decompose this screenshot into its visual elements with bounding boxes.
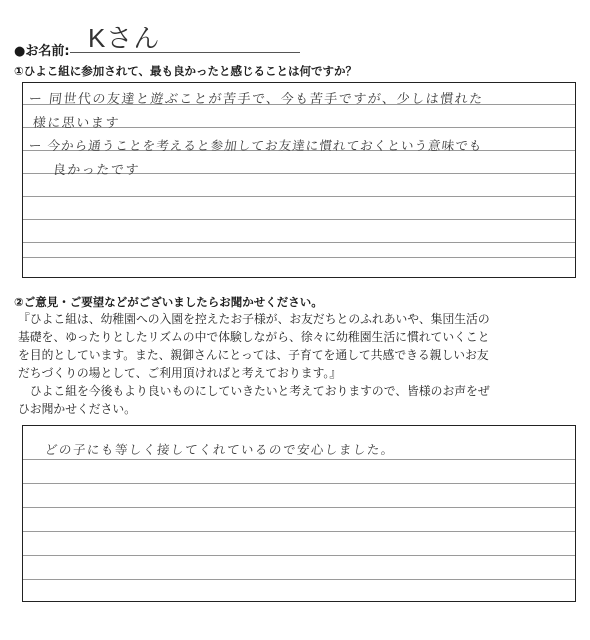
instruction-line: 基礎を、ゆったりとしたリズムの中で体験しながら、徐々に幼稚園生活に慣れていくこと [18,330,490,344]
instruction-line: ひよこ組を今後もより良いものにしていきたいと考えておりますので、皆様のお声をぜ [18,384,490,398]
instruction-line: を目的としています。また、親御さんにとっては、子育てを通して共感できる親しいお友 [18,348,489,362]
ruled-line [23,257,575,258]
ruled-line [23,459,575,460]
ruled-line [23,242,575,243]
question-1-label: ①ひよこ組に参加されて、最も良かったと感じることは何ですか？ [14,64,358,78]
name-value: Kさん [88,23,161,53]
question-2-label: ②ご意見・ご要望などがございましたらお聞かせください。 [14,295,323,309]
ruled-line [23,196,575,197]
answer-1-box [22,82,576,278]
name-underline [70,52,300,53]
name-label: ●お名前: [14,44,70,59]
instruction-paragraph [18,310,574,418]
ruled-line [23,507,575,508]
answer-2-box [22,425,576,602]
handwritten-answer-line: ー 同世代の友達と遊ぶことが苦手で、今も苦手ですが、少しは慣れた [28,92,485,107]
handwritten-answer-line: どの子にも等しく接してくれているので安心しました。 [44,442,396,457]
ruled-line [23,555,575,556]
instruction-line: ひお聞かせください。 [18,402,136,416]
ruled-line [23,219,575,220]
ruled-line [23,531,575,532]
handwritten-answer-line: 様に思います [32,116,121,131]
ruled-line [23,579,575,580]
instruction-line: だちづくりの場として、ご利用頂ければと考えております。』 [18,366,342,380]
ruled-line [23,483,575,484]
handwritten-answer-line: ー 今から通うことを考えると参加してお友達に慣れておくという意味でも [28,138,484,153]
instruction-line: 『ひよこ組は、幼稚園への入園を控えたお子様が、お友だちとのふれあいや、集団生活の [18,312,490,326]
handwritten-answer-line: 良かったです [52,163,141,178]
